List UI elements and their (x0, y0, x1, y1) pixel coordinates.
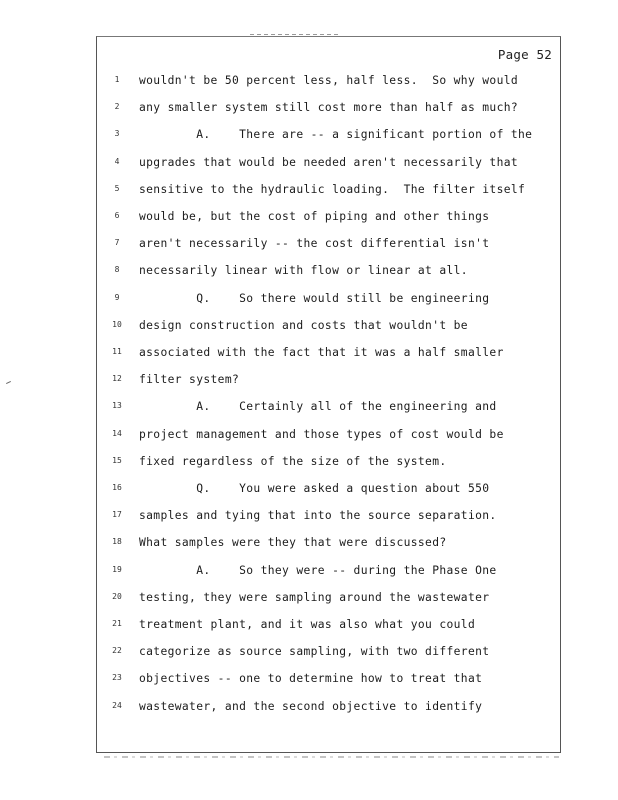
line-number: 8 (114, 265, 120, 275)
line-number: 17 (112, 510, 122, 520)
transcript-line (108, 128, 558, 146)
transcript-line (108, 700, 558, 718)
line-text: A. So they were -- during the Phase One (139, 563, 497, 577)
line-text: Q. So there would still be engineering (139, 291, 490, 305)
line-text: necessarily linear with flow or linear at all. (139, 264, 468, 278)
scan-mark (6, 381, 11, 384)
line-text: Q. You were asked a question about 550 (139, 482, 490, 495)
transcript-line (108, 264, 558, 282)
transcript-line (108, 74, 558, 92)
line-text: filter system? (139, 373, 240, 387)
line-number: 9 (114, 292, 120, 302)
transcript-line (108, 455, 558, 473)
transcript-line (108, 156, 558, 174)
line-text: A. There are -- a significant portion of the (139, 128, 533, 142)
line-text: would be, but the cost of piping and other things (139, 210, 490, 223)
scan-artifact-top (250, 34, 340, 35)
line-text: wouldn't be 50 percent less, half less. So why would (139, 74, 519, 87)
line-number: 4 (114, 156, 120, 166)
line-text: categorize as source sampling, with two different (139, 645, 490, 659)
page-number: Page 52 (497, 47, 552, 62)
line-text: A. Certainly all of the engineering and (139, 400, 497, 414)
line-number: 11 (112, 347, 122, 356)
line-number: 12 (112, 374, 122, 384)
line-text: samples and tying that into the source separation. (139, 509, 497, 523)
transcript-line (108, 210, 558, 228)
line-text: treatment plant, and it was also what you could (139, 618, 476, 631)
line-number: 16 (112, 483, 122, 492)
line-text: What samples were they that were discussed? (139, 536, 447, 550)
line-number: 24 (112, 700, 122, 710)
line-number: 7 (114, 238, 120, 248)
transcript-line (108, 101, 558, 119)
transcript-line (108, 564, 558, 582)
line-number: 10 (112, 319, 122, 329)
transcript-line (108, 319, 558, 337)
line-number: 3 (114, 129, 120, 139)
transcript-line (108, 591, 558, 609)
transcript-line (108, 672, 558, 690)
transcript-line (108, 618, 558, 636)
transcript-line (108, 400, 558, 418)
line-text: fixed regardless of the size of the system. (139, 454, 447, 468)
transcript-line (108, 645, 558, 663)
line-text: testing, they were sampling around the wastewater (139, 590, 490, 604)
line-text: upgrades that would be needed aren't necessarily that (139, 155, 519, 169)
line-text: design construction and costs that wouldn't be (139, 318, 468, 332)
line-number: 20 (112, 591, 122, 601)
transcript-line (108, 292, 558, 310)
transcript-line (108, 237, 558, 255)
line-number: 14 (112, 428, 122, 438)
line-number: 19 (112, 564, 122, 574)
transcript-line (108, 509, 558, 527)
transcript-line (108, 346, 558, 364)
line-text: aren't necessarily -- the cost differential isn't (139, 237, 490, 251)
line-number: 22 (112, 646, 122, 656)
line-number: 6 (114, 211, 120, 220)
transcript-line (108, 428, 558, 446)
line-text: any smaller system still cost more than half as much? (139, 101, 519, 115)
line-number: 2 (114, 102, 120, 112)
transcript-line (108, 536, 558, 554)
line-number: 23 (112, 673, 122, 683)
transcript-line (108, 373, 558, 391)
line-number: 5 (114, 183, 120, 193)
line-number: 21 (112, 619, 122, 628)
line-text: objectives -- one to determine how to treat that (139, 672, 483, 686)
line-text: sensitive to the hydraulic loading. The filter itself (139, 182, 526, 196)
line-number: 1 (114, 75, 120, 84)
line-text: wastewater, and the second objective to identify (139, 699, 483, 713)
transcript-line (108, 183, 558, 201)
line-text: associated with the fact that it was a half smaller (139, 346, 504, 359)
scan-artifact-bottom (104, 756, 559, 758)
line-number: 13 (112, 401, 122, 411)
line-number: 15 (112, 455, 122, 465)
transcript-line (108, 482, 558, 500)
line-text: project management and those types of cost would be (139, 427, 504, 441)
line-number: 18 (112, 537, 122, 547)
